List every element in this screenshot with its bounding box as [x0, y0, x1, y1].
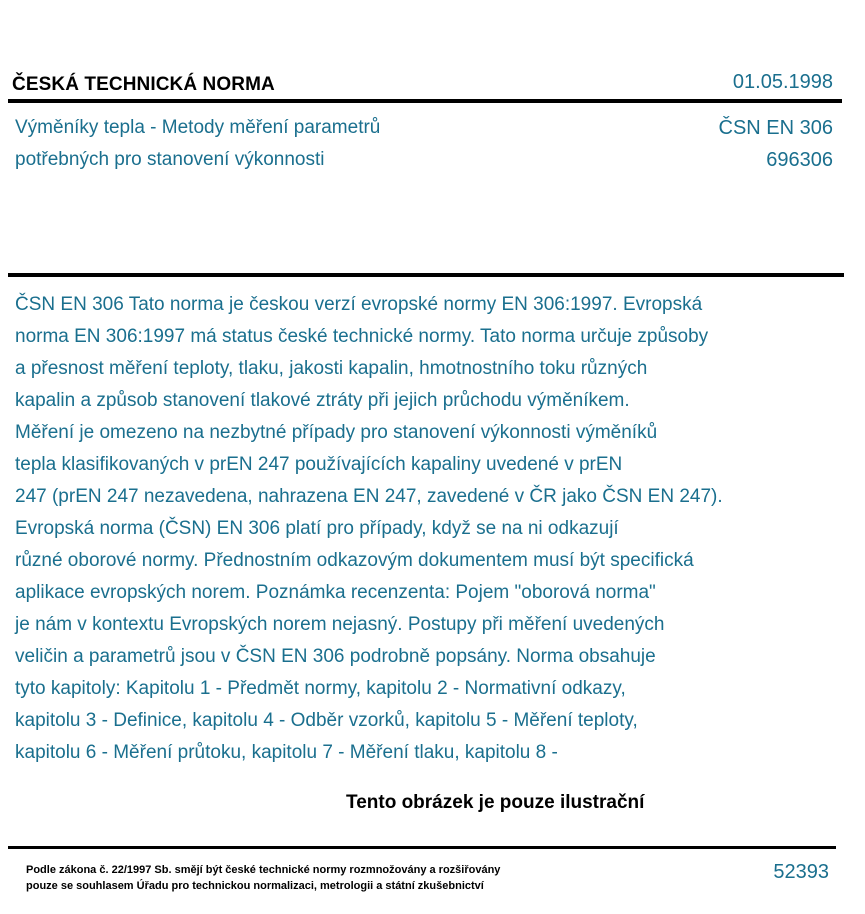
abstract-line: kapitolu 3 - Definice, kapitolu 4 - Odběr vzorků, kapitolu 5 - Měření teploty,: [15, 710, 638, 731]
standard-code: ČSN EN 306: [718, 117, 833, 139]
header-divider: [8, 99, 842, 103]
abstract-line: veličin a parametrů jsou v ČSN EN 306 podrobně popsány. Norma obsahuje: [15, 646, 656, 667]
classification-number: 696306: [766, 149, 833, 171]
abstract-line: aplikace evropských norem. Poznámka recenzenta: Pojem "oborová norma": [15, 582, 656, 603]
standard-title-line-2: potřebných pro stanovení výkonnosti: [15, 149, 325, 170]
title-divider: [8, 273, 844, 277]
standard-type-heading: ČESKÁ TECHNICKÁ NORMA: [12, 74, 275, 95]
footer-divider: [8, 846, 836, 849]
copyright-line-1: Podle zákona č. 22/1997 Sb. smějí být české technické normy rozmnožovány a rozšiřovány: [26, 864, 501, 876]
abstract-line: a přesnost měření teploty, tlaku, jakosti kapalin, hmotnostního toku různých: [15, 358, 648, 379]
abstract-line: kapitolu 6 - Měření průtoku, kapitolu 7 - Měření tlaku, kapitolu 8 -: [15, 742, 558, 763]
abstract-line: je nám v kontextu Evropských norem nejasný. Postupy při měření uvedených: [15, 614, 665, 635]
abstract-line: Měření je omezeno na nezbytné případy pro stanovení výkonnosti výměníků: [15, 422, 658, 443]
abstract-line: 247 (prEN 247 nezavedena, nahrazena EN 247, zavedené v ČR jako ČSN EN 247).: [15, 486, 723, 507]
standard-title-line-1: Výměníky tepla - Metody měření parametrů: [15, 117, 381, 138]
copyright-line-2: pouze se souhlasem Úřadu pro technickou normalizaci, metrologii a státní zkušebnictví: [26, 880, 484, 892]
abstract-line: různé oborové normy. Přednostním odkazovým dokumentem musí být specifická: [15, 550, 694, 571]
abstract-line: norma EN 306:1997 má status české technické normy. Tato norma určuje způsoby: [15, 326, 709, 347]
copyright-notice: [26, 862, 500, 894]
abstract-line: Evropská norma (ČSN) EN 306 platí pro případy, když se na ni odkazují: [15, 518, 619, 539]
abstract-line: kapalin a způsob stanovení tlakové ztráty při jejich průchodu výměníkem.: [15, 390, 630, 411]
illustration-note: Tento obrázek je pouze ilustrační: [346, 792, 645, 813]
abstract-line: tyto kapitoly: Kapitolu 1 - Předmět normy, kapitolu 2 - Normativní odkazy,: [15, 678, 626, 699]
abstract-text: [15, 289, 835, 769]
abstract-line: ČSN EN 306 Tato norma je českou verzí evropské normy EN 306:1997. Evropská: [15, 294, 703, 315]
abstract-line: tepla klasifikovaných v prEN 247 používajících kapaliny uvedené v prEN: [15, 454, 623, 475]
standard-date: 01.05.1998: [732, 71, 833, 93]
document-number: 52393: [773, 861, 829, 883]
